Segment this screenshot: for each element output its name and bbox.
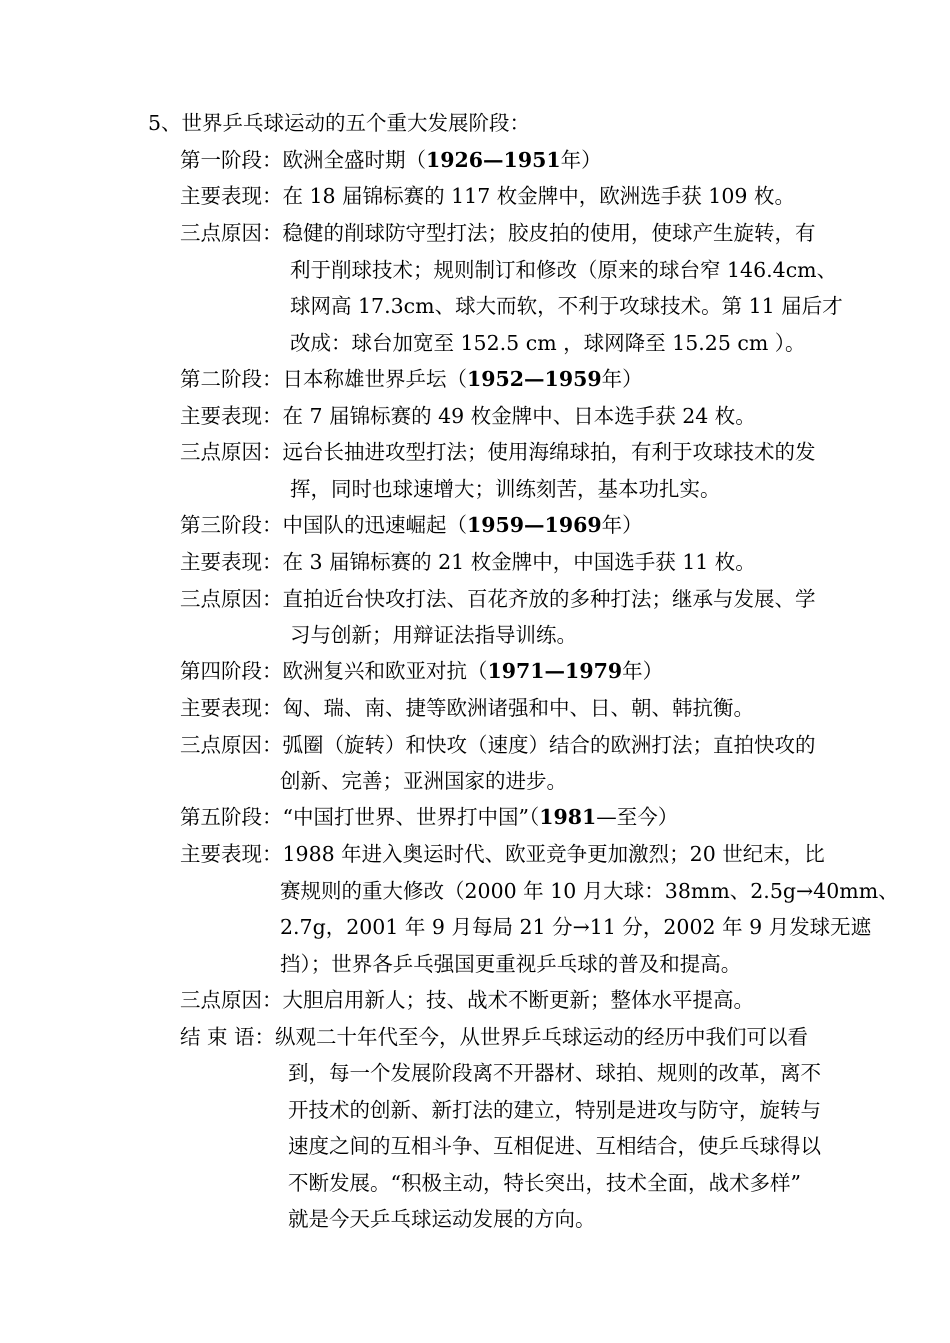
- stage3-title: 第三阶段：中国队的迅速崛起（1959—1969年）: [180, 513, 643, 537]
- stage2-performance: 主要表现：在 7 届锦标赛的 49 枚金牌中、日本选手获 24 枚。: [180, 404, 756, 428]
- stage5-performance-line: 2.7g，2001 年 9 月每局 21 分→11 分，2002 年 9 月发球无遮: [280, 915, 872, 939]
- stage1-reason-line: 利于削球技术；规则制订和修改（原来的球台窄 146.4cm、: [290, 258, 838, 282]
- stage1-reason-line: 三点原因：稳健的削球防守型打法；胶皮拍的使用，使球产生旋转，有: [180, 221, 816, 245]
- stage3-reason-line: 习与创新；用辩证法指导训练。: [290, 623, 577, 647]
- conclusion-line: 开技术的创新、新打法的建立，特别是进攻与防守，旋转与: [288, 1098, 821, 1122]
- stage5-reason: 三点原因：大胆启用新人；技、战术不断更新；整体水平提高。: [180, 988, 754, 1012]
- conclusion-line: 结 束 语：纵观二十年代至今，从世界乒乓球运动的经历中我们可以看: [180, 1025, 809, 1049]
- stage3-reason-line: 三点原因：直拍近台快攻打法、百花齐放的多种打法；继承与发展、学: [180, 587, 816, 611]
- stage1-reason-line: 改成：球台加宽至 152.5 cm ，球网降至 15.25 cm ）。: [290, 331, 806, 355]
- stage5-performance-line: 赛规则的重大修改（2000 年 10 月大球：38mm、2.5g→40mm、: [280, 879, 899, 903]
- stage2-title: 第二阶段：日本称雄世界乒坛（1952—1959年）: [180, 367, 643, 391]
- stage1-reason-line: 球网高 17.3cm、球大而软，不利于攻球技术。第 11 届后才: [290, 294, 843, 318]
- stage2-reason-line: 三点原因：远台长抽进攻型打法；使用海绵球拍，有利于攻球技术的发: [180, 440, 816, 464]
- conclusion-line: 不断发展。“积极主动，特长突出，技术全面，战术多样”: [288, 1171, 801, 1195]
- stage4-reason-line: 三点原因：弧圈（旋转）和快攻（速度）结合的欧洲打法；直拍快攻的: [180, 733, 816, 757]
- conclusion-line: 就是今天乒乓球运动发展的方向。: [288, 1207, 596, 1231]
- stage5-performance-line: 挡）；世界各乒乓强国更重视乒乓球的普及和提高。: [280, 952, 742, 976]
- conclusion-line: 到，每一个发展阶段离不开器材、球拍、规则的改革，离不: [288, 1061, 821, 1085]
- stage2-reason-line: 挥，同时也球速增大；训练刻苦，基本功扎实。: [290, 477, 721, 501]
- stage4-performance: 主要表现：匈、瑞、南、捷等欧洲诸强和中、日、朝、韩抗衡。: [180, 696, 754, 720]
- stage4-reason-line: 创新、完善；亚洲国家的进步。: [280, 769, 567, 793]
- stage3-performance: 主要表现：在 3 届锦标赛的 21 枚金牌中，中国选手获 11 枚。: [180, 550, 756, 574]
- stage5-title: 第五阶段：“中国打世界、世界打中国”（1981—至今）: [180, 805, 679, 829]
- stage1-title: 第一阶段：欧洲全盛时期（1926—1951年）: [180, 148, 602, 172]
- stage4-title: 第四阶段：欧洲复兴和欧亚对抗（1971—1979年）: [180, 659, 664, 683]
- conclusion-line: 速度之间的互相斗争、互相促进、互相结合，使乒乓球得以: [288, 1134, 821, 1158]
- section-heading: 5、世界乒乓球运动的五个重大发展阶段：: [148, 111, 531, 135]
- stage5-performance-line: 主要表现：1988 年进入奥运时代、欧亚竞争更加激烈；20 世纪末，比: [180, 842, 825, 866]
- stage1-performance: 主要表现：在 18 届锦标赛的 117 枚金牌中，欧洲选手获 109 枚。: [180, 184, 795, 208]
